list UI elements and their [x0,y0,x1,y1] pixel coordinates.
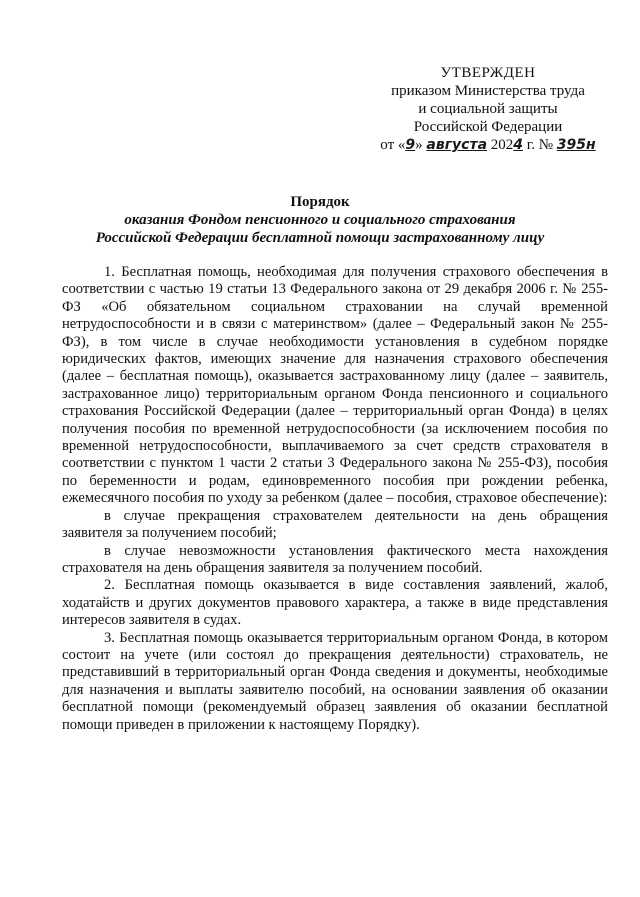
document-body [62,264,608,734]
year-prefix: 202 [490,137,514,153]
title-line: оказания Фондом пенсионного и социального страхования [124,212,516,228]
approval-date-line [368,136,608,154]
handwritten-order-number: 395н [556,137,596,153]
approval-line: приказом Министерства труда [391,83,585,99]
number-prefix: г. № [526,137,554,153]
paragraph: 3. Бесплатная помощь оказывается территориальным органом Фонда, в котором состоит на учете (или состоял до прекращения деятельности) страхователь, не представивший в территориальный орган Фонда сведения и документы, необходимые для назначения и выплаты заявителю пособий, на основании заявления об оказании бесплатной помощи (рекомендуемый образец заявления об оказании бесплатной помощи приведен в приложении к настоящему Порядку). [62,629,608,733]
approval-stamp [368,64,608,154]
title-line: Российской Федерации бесплатной помощи застрахованному лицу [95,230,545,246]
document-title [40,193,600,247]
approval-line: и социальной защиты [418,101,558,117]
handwritten-year-digit: 4 [513,137,524,153]
paragraph: в случае невозможности установления фактического места нахождения страхователя на день обращения заявителя за получением пособий. [62,542,608,576]
date-prefix: от « [380,137,406,153]
date-mid: » [415,137,423,153]
handwritten-month: августа [426,137,488,153]
paragraph: 1. Бесплатная помощь, необходимая для получения страхового обеспечения в соответствии с частью 19 статьи 13 Федерального закона от 29 декабря 2006 г. № 255-ФЗ «Об обязательном социальном страховании на случай временной нетрудоспособности и в связи с материнством» (далее – Федеральный закон № 255-ФЗ), в том числе в случае необходимости установления в судебном порядке юридических фактов, имеющих значение для назначения страхового обеспечения (далее – бесплатная помощь), оказывается застрахованному лицу (далее – заявитель, застрахованное лицо) территориальным органом Фонда пенсионного и социального страхования Российской Федерации (далее – территориальный орган Фонда) в целях получения пособия по временной нетрудоспособности (за исключением пособия по временной нетрудоспособности, выплачиваемого за счет средств страхователя в соответствии с пунктом 1 части 2 статьи 3 Федерального закона № 255-ФЗ), пособия по беременности и родам, единовременного пособия при рождении ребенка, ежемесячного пособия по уходу за ребенком (далее – пособия, страховое обеспечение): [62,264,608,507]
handwritten-day: 9 [405,137,416,153]
paragraph: 2. Бесплатная помощь оказывается в виде составления заявлений, жалоб, ходатайств и других документов правового характера, а также в виде представления интересов заявителя в судах. [62,577,608,629]
approval-heading: УТВЕРЖДЕН [440,65,536,81]
title-line: Порядок [290,194,350,210]
paragraph: в случае прекращения страхователем деятельности на день обращения заявителя за получением пособий; [62,507,608,542]
approval-line: Российской Федерации [413,119,563,135]
